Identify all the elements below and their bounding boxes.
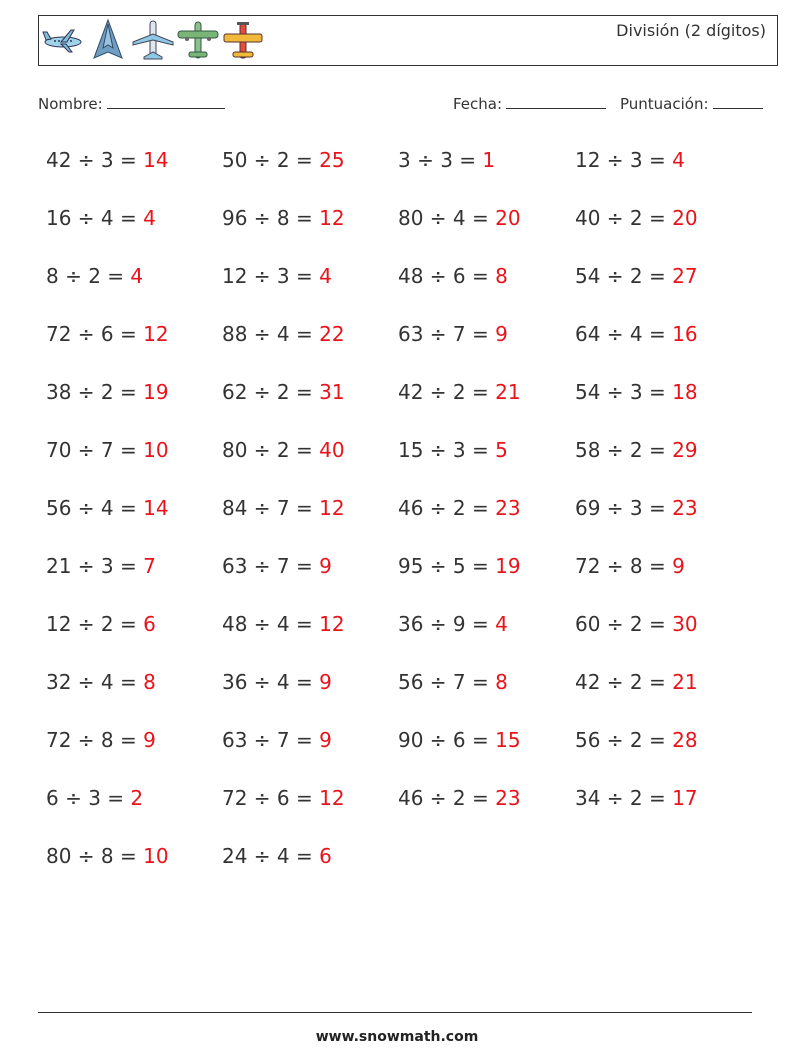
problem-expression: 21 ÷ 3 = (46, 554, 137, 578)
problem-expression: 6 ÷ 3 = (46, 786, 125, 810)
problem-answer: 9 (319, 554, 332, 578)
problem-expression: 54 ÷ 3 = (575, 380, 666, 404)
problem-expression: 80 ÷ 4 = (398, 206, 489, 230)
jet-airplane-icon (131, 18, 175, 62)
footer-divider (38, 1012, 752, 1013)
problem-item (575, 554, 685, 578)
problem-item (222, 728, 332, 752)
problem-answer: 15 (495, 728, 521, 752)
problem-item (398, 438, 508, 462)
stealth-jet-icon (86, 18, 130, 62)
problem-expression: 72 ÷ 8 = (46, 728, 137, 752)
problem-answer: 4 (319, 264, 332, 288)
problem-expression: 63 ÷ 7 = (222, 554, 313, 578)
biplane-icon (221, 18, 265, 62)
problem-answer: 25 (319, 148, 345, 172)
problem-item (222, 380, 345, 404)
problem-answer: 4 (130, 264, 144, 288)
problem-answer: 23 (495, 786, 521, 810)
problem-item (575, 670, 698, 694)
footer-site: www.snowmath.com (315, 1029, 479, 1045)
problem-expression: 36 ÷ 9 = (398, 612, 489, 636)
airliner-icon (41, 18, 85, 62)
problem-expression: 96 ÷ 8 = (222, 206, 313, 230)
score-blank (713, 93, 763, 109)
problem-expression: 34 ÷ 2 = (575, 786, 666, 810)
problem-item (46, 554, 156, 578)
problem-item (46, 670, 156, 694)
problem-item (398, 322, 508, 346)
problem-expression: 62 ÷ 2 = (222, 380, 313, 404)
problem-answer: 6 (143, 612, 156, 636)
problem-expression: 12 ÷ 3 = (575, 148, 666, 172)
problem-expression: 64 ÷ 4 = (575, 322, 666, 346)
problem-item (222, 322, 345, 346)
problem-answer: 17 (672, 786, 698, 810)
problem-answer: 23 (495, 496, 521, 520)
problem-item (222, 264, 332, 288)
problem-expression: 63 ÷ 7 = (398, 322, 489, 346)
problem-expression: 56 ÷ 4 = (46, 496, 137, 520)
problem-expression: 38 ÷ 2 = (46, 380, 137, 404)
problem-item (46, 438, 169, 462)
problem-expression: 72 ÷ 6 = (46, 322, 137, 346)
problem-answer: 20 (495, 206, 521, 230)
problem-expression: 46 ÷ 2 = (398, 786, 489, 810)
problem-item (46, 786, 143, 810)
problem-answer: 19 (143, 380, 169, 404)
problem-expression: 24 ÷ 4 = (222, 844, 313, 868)
problem-expression: 54 ÷ 2 = (575, 264, 666, 288)
problem-expression: 42 ÷ 2 = (398, 380, 489, 404)
problem-item (46, 728, 156, 752)
problem-answer: 40 (319, 438, 345, 462)
problem-expression: 46 ÷ 2 = (398, 496, 489, 520)
problem-item (398, 612, 508, 636)
problem-answer: 21 (672, 670, 698, 694)
problem-answer: 31 (319, 380, 345, 404)
problem-item (575, 728, 698, 752)
problem-item (398, 554, 521, 578)
problem-expression: 15 ÷ 3 = (398, 438, 489, 462)
score-field (620, 93, 763, 113)
problem-answer: 21 (495, 380, 521, 404)
problem-answer: 12 (319, 612, 345, 636)
problem-answer: 4 (672, 148, 685, 172)
problem-answer: 1 (482, 148, 496, 172)
problem-item (222, 438, 345, 462)
problem-expression: 16 ÷ 4 = (46, 206, 137, 230)
worksheet-header (38, 15, 778, 66)
propeller-plane-icon (176, 18, 220, 62)
problem-answer: 2 (130, 786, 144, 810)
problem-answer: 12 (319, 206, 345, 230)
problem-expression: 58 ÷ 2 = (575, 438, 666, 462)
problem-item (46, 148, 169, 172)
problem-answer: 14 (143, 496, 169, 520)
problem-item (222, 612, 345, 636)
problem-item (222, 670, 332, 694)
problem-item (398, 670, 508, 694)
problem-item (222, 844, 332, 868)
problem-answer: 10 (143, 438, 169, 462)
problem-expression: 69 ÷ 3 = (575, 496, 666, 520)
problem-answer: 4 (495, 612, 508, 636)
problem-expression: 48 ÷ 6 = (398, 264, 489, 288)
problem-answer: 30 (672, 612, 698, 636)
problem-expression: 40 ÷ 2 = (575, 206, 666, 230)
problem-item (222, 206, 345, 230)
problem-expression: 90 ÷ 6 = (398, 728, 489, 752)
problem-item (575, 612, 698, 636)
problem-answer: 7 (143, 554, 156, 578)
problem-answer: 4 (143, 206, 156, 230)
problem-answer: 9 (495, 322, 508, 346)
problem-expression: 95 ÷ 5 = (398, 554, 489, 578)
problem-item (575, 322, 698, 346)
problem-answer: 12 (319, 496, 345, 520)
problem-expression: 50 ÷ 2 = (222, 148, 313, 172)
name-blank (107, 93, 225, 109)
problem-item (398, 206, 521, 230)
problem-expression: 72 ÷ 8 = (575, 554, 666, 578)
problem-item (46, 322, 169, 346)
problem-answer: 12 (319, 786, 345, 810)
problem-expression: 12 ÷ 2 = (46, 612, 137, 636)
problem-item (222, 496, 345, 520)
problem-item (575, 380, 698, 404)
problem-item (46, 844, 169, 868)
problem-item (46, 206, 156, 230)
problem-expression: 3 ÷ 3 = (398, 148, 477, 172)
problem-expression: 32 ÷ 4 = (46, 670, 137, 694)
problem-item (398, 728, 521, 752)
problem-item (46, 380, 169, 404)
problem-item (575, 786, 698, 810)
date-label: Fecha: (453, 95, 503, 113)
problem-answer: 19 (495, 554, 521, 578)
problem-expression: 60 ÷ 2 = (575, 612, 666, 636)
name-label: Nombre: (38, 95, 103, 113)
problem-item (222, 554, 332, 578)
problem-answer: 22 (319, 322, 345, 346)
problem-item (46, 264, 143, 288)
problem-expression: 48 ÷ 4 = (222, 612, 313, 636)
problem-answer: 6 (319, 844, 332, 868)
problem-expression: 56 ÷ 7 = (398, 670, 489, 694)
problem-expression: 56 ÷ 2 = (575, 728, 666, 752)
problem-expression: 80 ÷ 2 = (222, 438, 313, 462)
problem-expression: 36 ÷ 4 = (222, 670, 313, 694)
problem-expression: 12 ÷ 3 = (222, 264, 313, 288)
problem-expression: 84 ÷ 7 = (222, 496, 313, 520)
problem-expression: 72 ÷ 6 = (222, 786, 313, 810)
problem-item (46, 496, 169, 520)
problem-expression: 80 ÷ 8 = (46, 844, 137, 868)
problem-answer: 12 (143, 322, 169, 346)
problem-answer: 20 (672, 206, 698, 230)
problem-answer: 8 (495, 264, 508, 288)
problem-item (46, 612, 156, 636)
date-blank (506, 93, 606, 109)
problem-item (398, 380, 521, 404)
problem-answer: 8 (495, 670, 508, 694)
problem-item (575, 496, 698, 520)
problem-answer: 10 (143, 844, 169, 868)
problem-item (575, 264, 698, 288)
problem-answer: 23 (672, 496, 698, 520)
problem-item (222, 148, 345, 172)
problem-expression: 42 ÷ 2 = (575, 670, 666, 694)
problem-item (575, 206, 698, 230)
problem-answer: 28 (672, 728, 698, 752)
problem-item (575, 438, 698, 462)
date-field (453, 93, 606, 113)
problem-answer: 5 (495, 438, 508, 462)
problem-expression: 88 ÷ 4 = (222, 322, 313, 346)
problem-item (398, 496, 521, 520)
name-field (38, 93, 225, 113)
problem-answer: 29 (672, 438, 698, 462)
problem-answer: 9 (319, 728, 332, 752)
problem-answer: 18 (672, 380, 698, 404)
problem-item (398, 264, 508, 288)
problem-expression: 42 ÷ 3 = (46, 148, 137, 172)
problem-item (398, 786, 521, 810)
score-label: Puntuación: (620, 95, 709, 113)
problem-expression: 8 ÷ 2 = (46, 264, 125, 288)
problem-answer: 16 (672, 322, 698, 346)
problem-expression: 70 ÷ 7 = (46, 438, 137, 462)
problem-item (575, 148, 685, 172)
problem-item (222, 786, 345, 810)
problem-answer: 9 (143, 728, 156, 752)
worksheet-title: División (2 dígitos) (616, 21, 766, 40)
problem-item (398, 148, 495, 172)
problem-answer: 9 (672, 554, 685, 578)
problem-answer: 14 (143, 148, 169, 172)
problem-answer: 9 (319, 670, 332, 694)
problem-answer: 27 (672, 264, 698, 288)
problem-expression: 63 ÷ 7 = (222, 728, 313, 752)
problem-answer: 8 (143, 670, 156, 694)
